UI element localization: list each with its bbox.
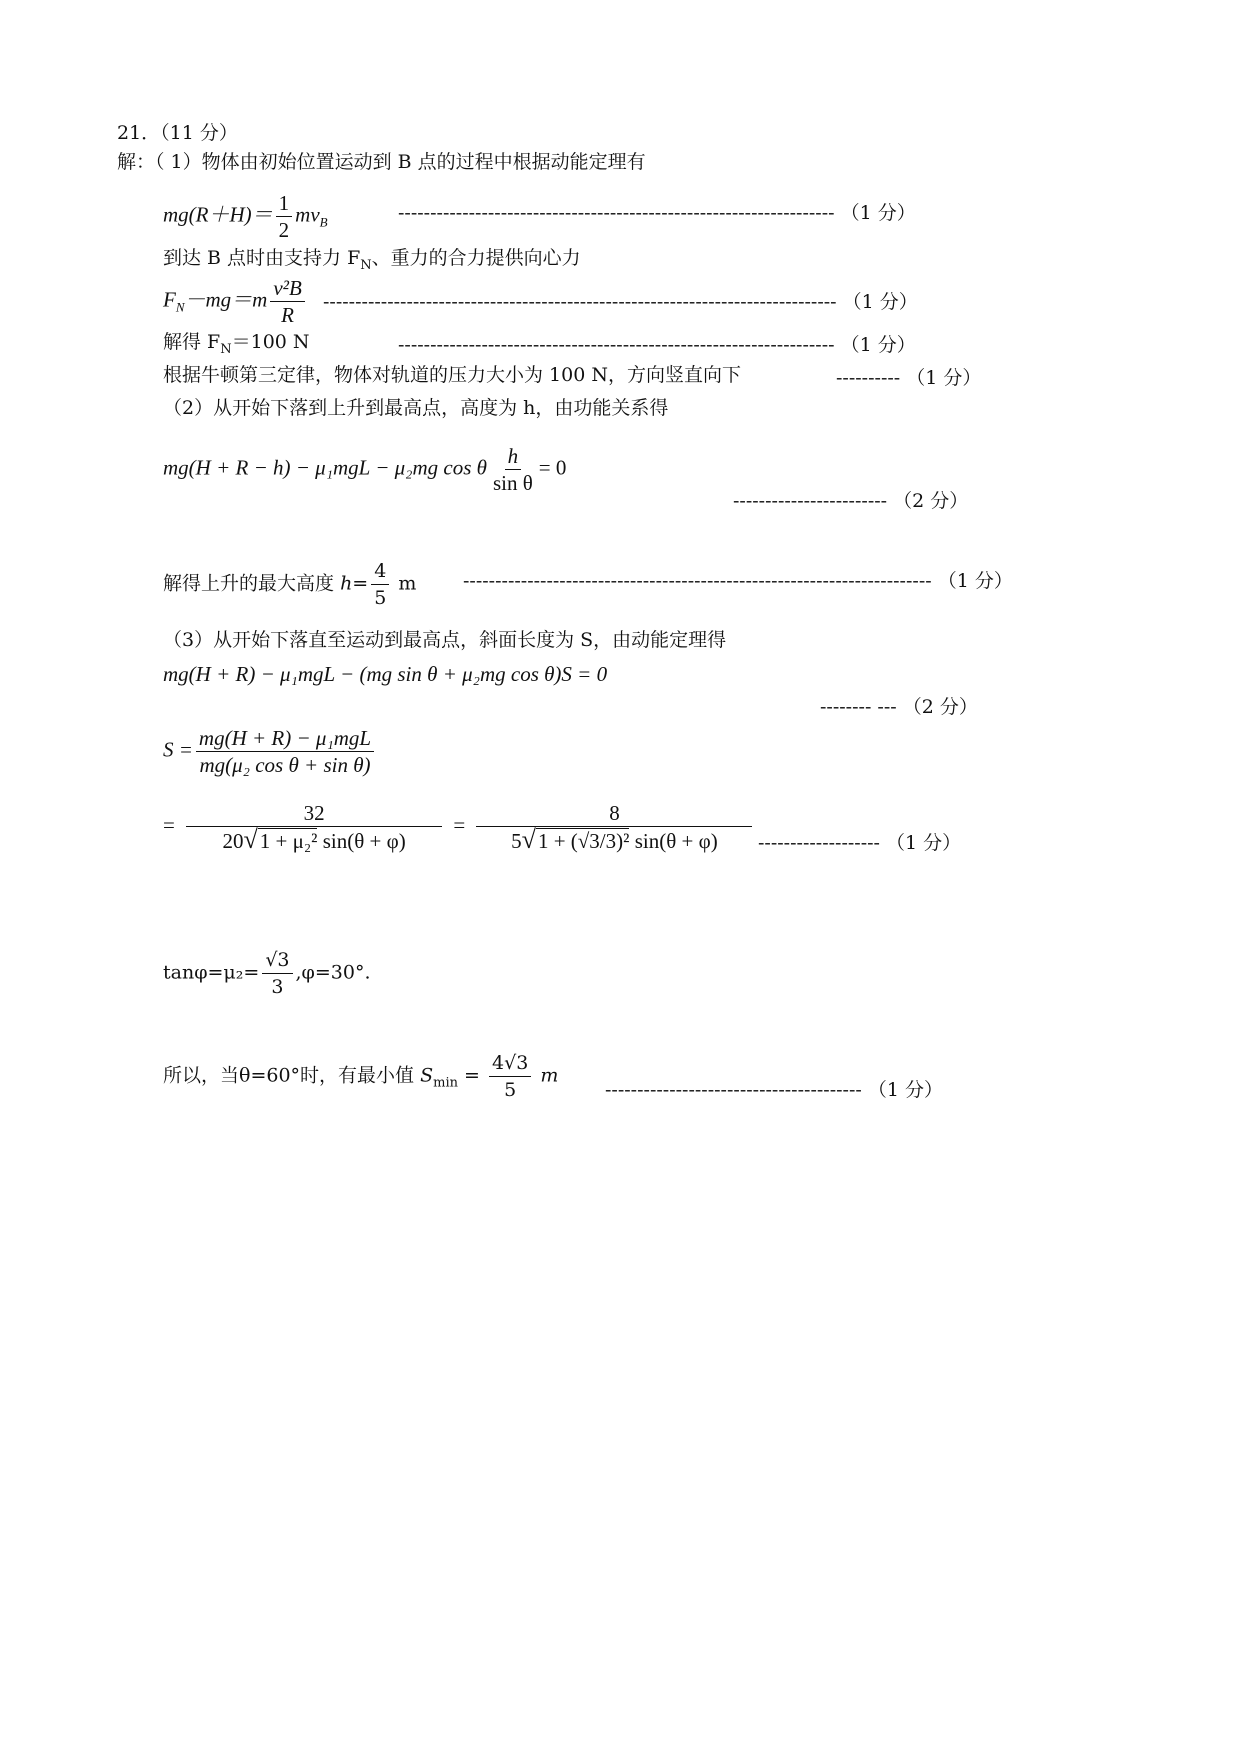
eq3-score: -------------------------------------------------------------------- （1 分） [398, 334, 916, 356]
part1-line4: 根据牛顿第三定律，物体对轨道的压力大小为 100 N，方向竖直向下 [163, 364, 741, 386]
tan-num: √3 [262, 947, 292, 974]
result-den: 5 [374, 587, 387, 609]
part2-result-score: ------------------------------------------------------------------------- （1 分） [463, 570, 1013, 592]
eval-fraction-2 [476, 800, 752, 854]
s-num: mg(H + R) − μ₁mgL [196, 725, 374, 752]
eq1-lhs: mg(R＋H)＝ [163, 202, 273, 227]
result-var: h= [340, 572, 369, 595]
f2-num: 8 [476, 800, 752, 827]
p2-rhs: = 0 [538, 455, 567, 480]
s-fraction [196, 725, 374, 778]
final-unit: m [540, 1064, 559, 1087]
f1-num: 32 [186, 800, 442, 827]
eq2-sub: N [175, 299, 185, 315]
eq2-fraction [270, 275, 304, 328]
final-num: 4√3 [489, 1050, 531, 1077]
line4-score: ---------- （1 分） [836, 367, 982, 389]
eval-fraction-1 [186, 800, 442, 854]
eq1-frac-num: 1 [276, 190, 293, 217]
sqrt-icon: √ [521, 825, 536, 854]
eq2-f: F [163, 287, 176, 312]
final-text: 所以，当θ=60°时，有最小值 [163, 1064, 415, 1087]
part3-tan [163, 947, 371, 1000]
result-num: 4 [371, 558, 389, 585]
tan-a: tanφ=μ₂= [163, 961, 260, 984]
eq1-score: -------------------------------------------------------------------- （1 分） [398, 202, 916, 224]
part3-intro: （3）从开始下落直至运动到最高点，斜面长度为 S，由动能定理得 [163, 629, 727, 651]
part1-equation2 [163, 275, 308, 328]
part3-s-expression [163, 725, 377, 778]
p2-fraction [490, 443, 536, 496]
eq1-rhs: mv [295, 202, 320, 227]
part1-intro: 解：（ 1）物体由初始位置运动到 B 点的过程中根据动能定理有 [117, 151, 646, 173]
result-unit: m [398, 572, 417, 595]
p2-num: h [505, 443, 522, 470]
problem-header: 21．（11 分） [117, 122, 238, 144]
eq2-den: R [281, 303, 294, 327]
part2-intro: （2）从开始下落到上升到最高点，高度为 h，由功能关系得 [163, 397, 669, 419]
part3-equation1: mg(H + R) − μ₁mgL − (mg sin θ + μ₂mg cos θ)S = 0 [163, 662, 608, 686]
final-eq: = [464, 1064, 480, 1087]
f1-den-b: sin(θ + φ) [322, 829, 406, 853]
final-fraction [489, 1050, 531, 1103]
part3-final-score: ---------------------------------------- （1 分） [605, 1079, 943, 1101]
f2-den [508, 827, 721, 854]
f1-den-sqrt: 1 + μ₂² [259, 829, 318, 853]
part1-equation3 [163, 330, 310, 362]
sqrt-icon: √ [243, 825, 258, 854]
eq-sign-2: = [453, 812, 466, 837]
tan-den: 3 [271, 976, 284, 998]
eq3-rest: ＝100 N [231, 331, 310, 353]
result-text: 解得上升的最大高度 [163, 572, 335, 595]
part2-result [163, 558, 416, 611]
eq1-fraction [276, 190, 293, 243]
text2-sub: N [360, 257, 372, 273]
part2-equation [163, 443, 566, 496]
eq1-frac-den: 2 [278, 218, 290, 242]
part1-text2 [163, 246, 581, 278]
final-sub: min [433, 1075, 458, 1091]
eq2-num: v²B [270, 275, 304, 302]
text2-a: 到达 B 点时由支持力 F [163, 247, 361, 269]
f2-den-a: 5 [511, 829, 522, 853]
eq2-score: -------------------------------------------------------------------------------- （1 分） [323, 291, 918, 313]
s-lhs: S = [163, 737, 193, 762]
eq2-mid: －mg＝m [184, 287, 268, 312]
p2-den: sin θ [492, 471, 533, 495]
eq1-sub: B [319, 214, 328, 230]
eq3-sub: N [220, 341, 232, 357]
part3-final [163, 1050, 558, 1103]
part3-eq1-score: -------- --- （2 分） [820, 696, 978, 718]
f2-den-sqrt: 1 + (√3/3)² [537, 829, 630, 853]
f2-den-b: sin(θ + φ) [634, 829, 718, 853]
eq3-text: 解得 F [163, 331, 221, 353]
part3-s-score: ------------------- （1 分） [758, 832, 962, 854]
tan-b: ,φ=30°. [295, 961, 371, 984]
p2-eq-lhs: mg(H + R − h) − μ₁mgL − μ₂mg cos θ [163, 455, 487, 480]
f1-den-a: 20 [222, 829, 244, 853]
final-den: 5 [504, 1079, 517, 1101]
text2-b: 、重力的合力提供向心力 [371, 247, 581, 269]
final-var: S [420, 1064, 434, 1087]
tan-fraction [262, 947, 292, 1000]
part2-eq-score: ------------------------ （2 分） [733, 490, 969, 512]
part1-equation1 [163, 190, 328, 243]
eq-sign-1: = [163, 812, 175, 837]
s-den: mg(μ₂ cos θ + sin θ) [199, 753, 371, 777]
part3-s-evaluation [163, 800, 758, 854]
f1-den [219, 827, 408, 854]
result-fraction [371, 558, 389, 611]
